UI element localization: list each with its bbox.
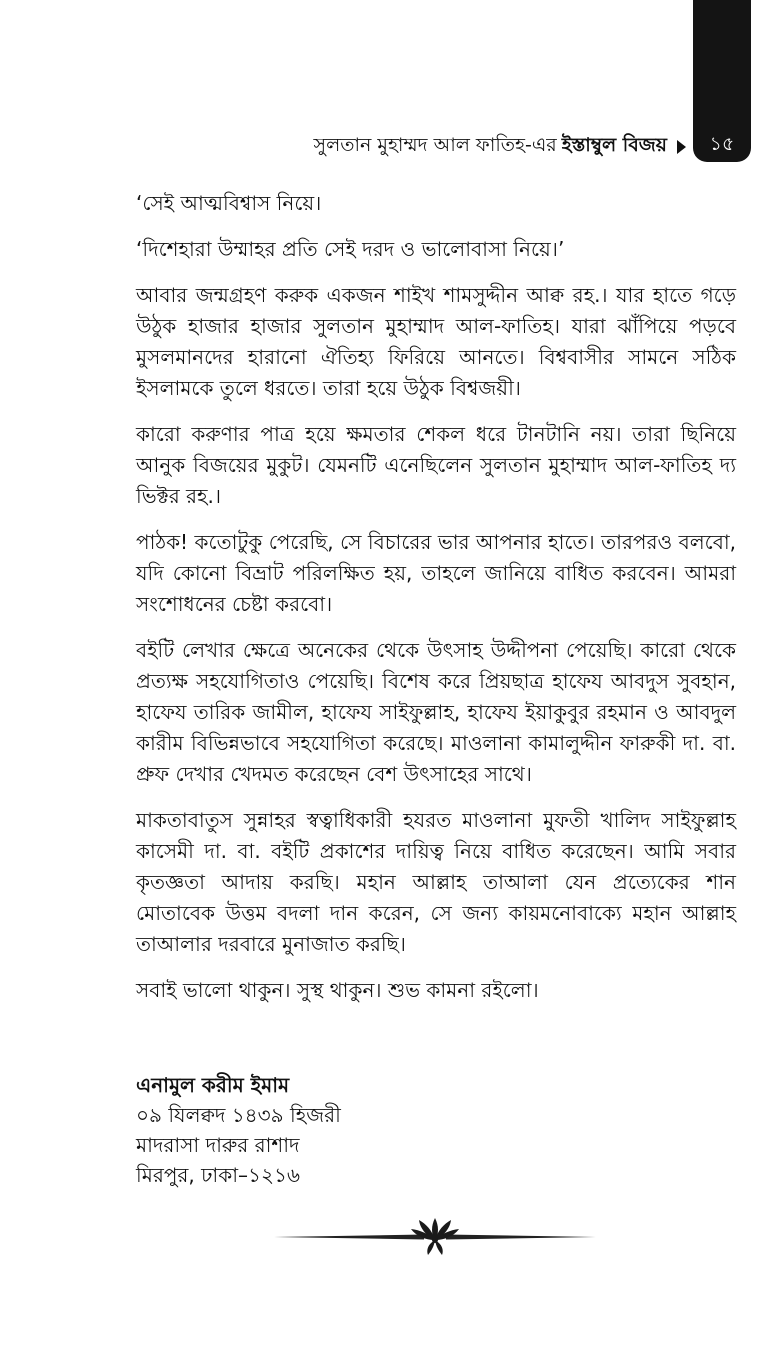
paragraph-7: মাকতাবাতুস সুন্নাহর স্বত্বাধিকারী হযরত মাওলানা মুফতী খালিদ সাইফুল্লাহ কাসেমী দা. বা. বইটি প্রকাশের দায়িত্ব নিয়ে বাধিত করেছেন। আমি সবার কৃতজ্ঞতা আদায় করছি। মহান আল্লাহ তাআলা যেন প্রত্যেকের শান মোতাবেক উত্তম বদলা দান করেন, সে জন্য কায়মনোবাক্যে মহান আল্লাহ তাআলার দরবারে মুনাজাত করছি। bbox=[136, 808, 736, 956]
floral-divider-icon bbox=[274, 1216, 596, 1256]
signature-date: ০৯ যিলক্বদ ১৪৩৯ হিজরী bbox=[136, 1103, 341, 1127]
paragraph-6: বইটি লেখার ক্ষেত্রে অনেকের থেকে উৎসাহ উদ্দীপনা পেয়েছি। কারো থেকে প্রত্যক্ষ সহযোগিতাও পেয়েছি। বিশেষ করে প্রিয়ছাত্র হাফেয আবদুস সুবহান, হাফেয তারিক জামীল, হাফেয সাইফুল্লাহ, হাফেয ইয়াকুবুর রহমান ও আবদুল কারীম বিভিন্নভাবে সহযোগিতা করেছে। মাওলানা কামালুদ্দীন ফারুকী দা. বা. প্রুফ দেখার খেদমত করেছেন বেশ উৎসাহের সাথে। bbox=[136, 638, 736, 786]
book-title-regular: সুলতান মুহাম্মদ আল ফাতিহ-এর bbox=[313, 134, 557, 156]
paragraph-4: কারো করুণার পাত্র হয়ে ক্ষমতার শেকল ধরে টানটানি নয়। তারা ছিনিয়ে আনুক বিজয়ের মুকুট। যেমনটি এনেছিলেন সুলতান মুহাম্মাদ আল-ফাতিহ দ্য ভিক্টর রহ.। bbox=[136, 422, 736, 508]
page-number-tab bbox=[693, 0, 751, 162]
paragraph-5: পাঠক! কতোটুকু পেরেছি, সে বিচারের ভার আপনার হাতে। তারপরও বলবো, যদি কোনো বিভ্রাট পরিলক্ষিত হয়, তাহলে জানিয়ে বাধিত করবেন। আমরা সংশোধনের চেষ্টা করবো। bbox=[136, 530, 736, 616]
running-header bbox=[240, 132, 686, 162]
paragraph-3: আবার জন্মগ্রহণ করুক একজন শাইখ শামসুদ্দীন আক্ব রহ.। যার হাতে গড়ে উঠুক হাজার হাজার সুলতান মুহাম্মাদ আল-ফাতিহ। যারা ঝাঁপিয়ে পড়বে মুসলমানদের হারানো ঐতিহ্য ফিরিয়ে আনতে। বিশ্ববাসীর সামনে সঠিক ইসলামকে তুলে ধরতে। তারা হয়ে উঠুক বিশ্বজয়ী। bbox=[136, 283, 736, 400]
body-text bbox=[136, 188, 736, 1021]
paragraph-1: ‘সেই আত্মবিশ্বাস নিয়ে। bbox=[136, 191, 322, 215]
paragraph-8: সবাই ভালো থাকুন। সুস্থ থাকুন। শুভ কামনা রইলো। bbox=[136, 978, 539, 1002]
signature-address: মিরপুর, ঢাকা–১২১৬ bbox=[136, 1163, 300, 1187]
book-title-bold: ইস্তাম্বুল বিজয় bbox=[561, 134, 667, 156]
play-arrow-icon bbox=[677, 140, 686, 154]
author-signature bbox=[136, 1070, 736, 1190]
page-number: ১৫ bbox=[709, 133, 735, 155]
author-name: এনামুল করীম ইমাম bbox=[136, 1073, 290, 1097]
signature-institution: মাদরাসা দারুর রাশাদ bbox=[136, 1133, 300, 1157]
paragraph-2: ‘দিশেহারা উম্মাহর প্রতি সেই দরদ ও ভালোবাসা নিয়ে।’ bbox=[136, 237, 565, 261]
